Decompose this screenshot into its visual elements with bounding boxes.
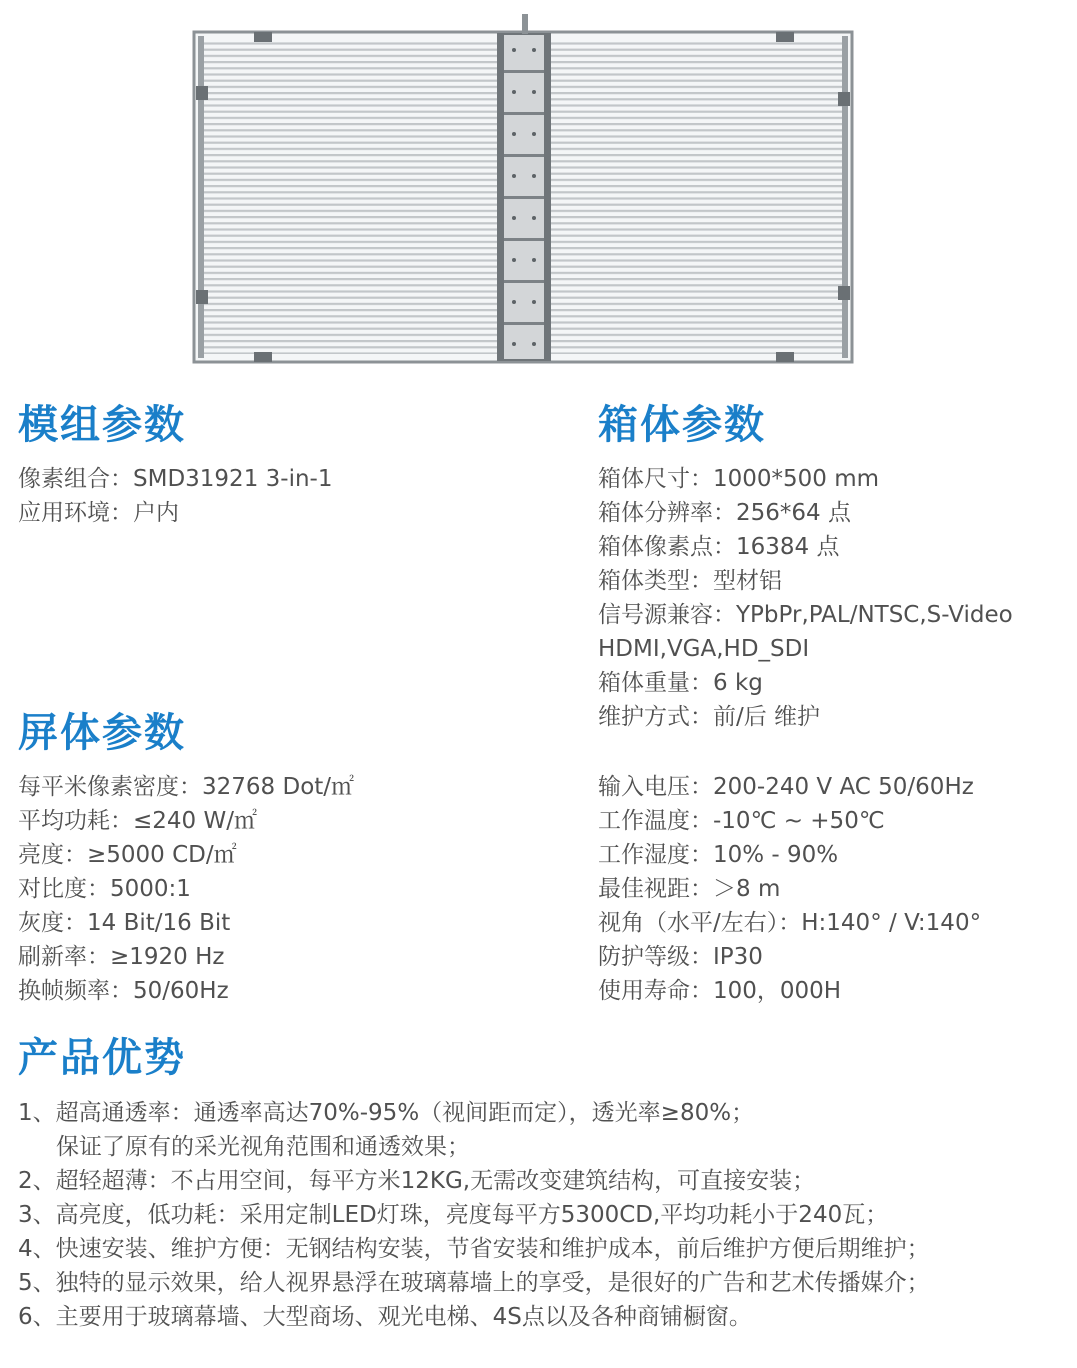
- cabinet-param-signal: 信号源兼容：YPbPr,PAL/NTSC,S-Video: [598, 602, 1013, 628]
- elec-param-protection: 防护等级：IP30: [598, 944, 763, 970]
- module-param-pixel: 像素组合：SMD31921 3-in-1: [18, 466, 333, 492]
- cabinet-param-type: 箱体类型：型材铝: [598, 568, 782, 594]
- heading-cabinet-params: 箱体参数: [598, 402, 766, 448]
- elec-param-temperature: 工作温度：-10℃ ~ +50℃: [598, 808, 885, 834]
- screen-param-brightness: 亮度：≥5000 CD/㎡: [18, 842, 237, 868]
- heading-screen-params: 屏体参数: [18, 710, 186, 756]
- advantage-item-3: 3、高亮度，低功耗：采用定制LED灯珠，亮度每平方5300CD,平均功耗小于240瓦；: [18, 1202, 889, 1228]
- led-cabinet-illustration: [192, 30, 854, 364]
- elec-param-viewing-distance: 最佳视距：＞8 m: [598, 876, 781, 902]
- elec-param-voltage: 输入电压：200-240 V AC 50/60Hz: [598, 774, 974, 800]
- advantage-item-2: 2、超轻超薄：不占用空间，每平方米12KG,无需改变建筑结构，可直接安装；: [18, 1168, 816, 1194]
- hanging-hook: [522, 14, 528, 34]
- cabinet-param-resolution: 箱体分辨率：256*64 点: [598, 500, 851, 526]
- module-param-environment: 应用环境：户内: [18, 500, 179, 526]
- screen-param-frame-rate: 换帧频率：50/60Hz: [18, 978, 229, 1004]
- advantage-item-1-cont: 保证了原有的采光视角范围和通透效果；: [56, 1134, 470, 1160]
- elec-param-viewing-angle: 视角（水平/左右）：H:140° / V:140°: [598, 910, 982, 936]
- heading-product-advantages: 产品优势: [18, 1035, 186, 1081]
- advantage-item-5: 5、独特的显示效果，给人视界悬浮在玻璃幕墙上的享受，是很好的广告和艺术传播媒介；: [18, 1270, 930, 1296]
- cabinet-param-size: 箱体尺寸：1000*500 mm: [598, 466, 880, 492]
- cabinet-param-weight: 箱体重量：6 kg: [598, 670, 763, 696]
- screen-param-power: 平均功耗：≤240 W/㎡: [18, 808, 257, 834]
- cabinet-param-maintenance: 维护方式：前/后 维护: [598, 704, 821, 730]
- screen-param-density: 每平米像素密度：32768 Dot/㎡: [18, 774, 355, 800]
- elec-param-humidity: 工作湿度：10% - 90%: [598, 842, 839, 868]
- screen-param-grayscale: 灰度：14 Bit/16 Bit: [18, 910, 231, 936]
- advantage-item-6: 6、主要用于玻璃幕墙、大型商场、观光电梯、4S点以及各种商铺橱窗。: [18, 1304, 752, 1330]
- advantage-item-4: 4、快速安装、维护方便：无钢结构安装，节省安装和维护成本，前后维护方便后期维护；: [18, 1236, 930, 1262]
- elec-param-lifespan: 使用寿命：100，000H: [598, 978, 842, 1004]
- heading-module-params: 模组参数: [18, 402, 186, 448]
- cabinet-param-pixels: 箱体像素点：16384 点: [598, 534, 840, 560]
- advantage-item-1: 1、超高通透率：通透率高达70%-95%（视间距而定），透光率≥80%；: [18, 1100, 755, 1126]
- screen-param-refresh: 刷新率：≥1920 Hz: [18, 944, 225, 970]
- screen-param-contrast: 对比度：5000:1: [18, 876, 191, 902]
- cabinet-param-signal-cont: HDMI,VGA,HD_SDI: [598, 636, 810, 662]
